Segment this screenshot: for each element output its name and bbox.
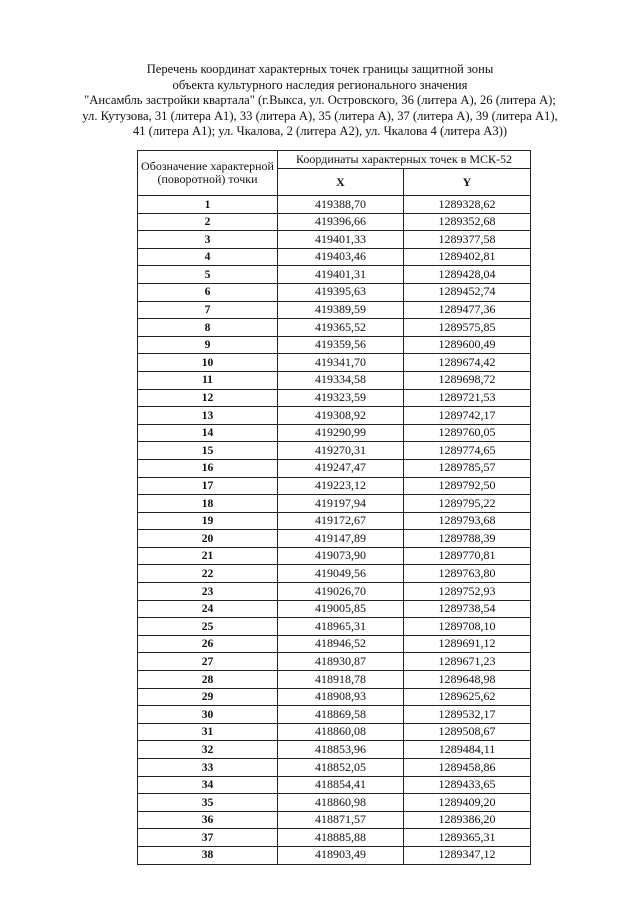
y-coordinate-cell: 1289484,11 xyxy=(404,741,531,759)
table-row xyxy=(138,600,531,618)
table-row xyxy=(138,336,531,354)
table-row xyxy=(138,231,531,249)
table-row xyxy=(138,794,531,812)
point-number-cell: 7 xyxy=(138,301,278,319)
table-row xyxy=(138,776,531,794)
x-coordinate-cell: 419323,59 xyxy=(278,389,404,407)
table-row xyxy=(138,706,531,724)
y-coordinate-cell: 1289625,62 xyxy=(404,688,531,706)
y-coordinate-cell: 1289532,17 xyxy=(404,706,531,724)
table-row xyxy=(138,301,531,319)
y-coordinate-cell: 1289458,86 xyxy=(404,759,531,777)
y-coordinate-cell: 1289402,81 xyxy=(404,248,531,266)
point-number-cell: 37 xyxy=(138,829,278,847)
y-coordinate-cell: 1289698,72 xyxy=(404,371,531,389)
y-coordinate-cell: 1289763,80 xyxy=(404,565,531,583)
table-row xyxy=(138,688,531,706)
x-coordinate-cell: 418853,96 xyxy=(278,741,404,759)
point-column-header: Обозначение характерной (поворотной) точки xyxy=(138,151,278,196)
x-coordinate-cell: 419334,58 xyxy=(278,371,404,389)
point-number-cell: 14 xyxy=(138,424,278,442)
x-coordinate-cell: 418908,93 xyxy=(278,688,404,706)
point-number-cell: 9 xyxy=(138,336,278,354)
title-line: объекта культурного наследия регионального значения xyxy=(172,77,468,92)
coordinates-group-header: Координаты характерных точек в МСК-52 xyxy=(278,151,531,169)
y-coordinate-cell: 1289760,05 xyxy=(404,424,531,442)
y-coordinate-cell: 1289428,04 xyxy=(404,266,531,284)
x-coordinate-cell: 419365,52 xyxy=(278,319,404,337)
table-row xyxy=(138,459,531,477)
y-coordinate-cell: 1289793,68 xyxy=(404,512,531,530)
table-row xyxy=(138,354,531,372)
x-coordinate-cell: 419401,31 xyxy=(278,266,404,284)
table-row xyxy=(138,565,531,583)
point-number-cell: 30 xyxy=(138,706,278,724)
point-number-cell: 10 xyxy=(138,354,278,372)
table-row xyxy=(138,741,531,759)
title-line: ул. Кутузова, 31 (литера А1), 33 (литера А), 35 (литера А), 37 (литера А), 39 (литера А1), xyxy=(82,108,558,123)
point-number-cell: 32 xyxy=(138,741,278,759)
x-coordinate-cell: 418871,57 xyxy=(278,811,404,829)
x-coordinate-cell: 419401,33 xyxy=(278,231,404,249)
x-coordinate-cell: 419388,70 xyxy=(278,196,404,214)
point-number-cell: 21 xyxy=(138,547,278,565)
y-coordinate-cell: 1289409,20 xyxy=(404,794,531,812)
coordinates-table xyxy=(137,150,531,865)
table-row xyxy=(138,319,531,337)
x-coordinate-cell: 419147,89 xyxy=(278,530,404,548)
y-coordinate-cell: 1289738,54 xyxy=(404,600,531,618)
x-coordinate-cell: 419290,99 xyxy=(278,424,404,442)
point-number-cell: 2 xyxy=(138,213,278,231)
point-number-cell: 22 xyxy=(138,565,278,583)
x-coordinate-cell: 418930,87 xyxy=(278,653,404,671)
point-number-cell: 5 xyxy=(138,266,278,284)
point-number-cell: 3 xyxy=(138,231,278,249)
point-number-cell: 11 xyxy=(138,371,278,389)
x-coordinate-cell: 418885,88 xyxy=(278,829,404,847)
point-number-cell: 33 xyxy=(138,759,278,777)
y-coordinate-cell: 1289575,85 xyxy=(404,319,531,337)
x-coordinate-cell: 418965,31 xyxy=(278,618,404,636)
x-coordinate-cell: 418869,58 xyxy=(278,706,404,724)
x-coordinate-cell: 419389,59 xyxy=(278,301,404,319)
point-number-cell: 13 xyxy=(138,407,278,425)
x-coordinate-cell: 418860,08 xyxy=(278,723,404,741)
y-coordinate-cell: 1289377,58 xyxy=(404,231,531,249)
table-row xyxy=(138,635,531,653)
table-row xyxy=(138,424,531,442)
y-coordinate-cell: 1289600,49 xyxy=(404,336,531,354)
y-coordinate-cell: 1289452,74 xyxy=(404,283,531,301)
point-number-cell: 4 xyxy=(138,248,278,266)
x-coordinate-cell: 419308,92 xyxy=(278,407,404,425)
point-number-cell: 28 xyxy=(138,671,278,689)
y-coordinate-cell: 1289691,12 xyxy=(404,635,531,653)
x-coordinate-cell: 419073,90 xyxy=(278,547,404,565)
x-coordinate-cell: 419223,12 xyxy=(278,477,404,495)
point-number-cell: 18 xyxy=(138,495,278,513)
y-coordinate-cell: 1289674,42 xyxy=(404,354,531,372)
y-coordinate-cell: 1289792,50 xyxy=(404,477,531,495)
point-number-cell: 16 xyxy=(138,459,278,477)
point-number-cell: 34 xyxy=(138,776,278,794)
table-row xyxy=(138,371,531,389)
y-coordinate-cell: 1289774,65 xyxy=(404,442,531,460)
x-column-header: X xyxy=(278,169,404,196)
y-coordinate-cell: 1289477,36 xyxy=(404,301,531,319)
table-row xyxy=(138,442,531,460)
document-title xyxy=(60,62,580,140)
y-coordinate-cell: 1289785,57 xyxy=(404,459,531,477)
y-coordinate-cell: 1289365,31 xyxy=(404,829,531,847)
table-row xyxy=(138,530,531,548)
x-coordinate-cell: 419005,85 xyxy=(278,600,404,618)
y-coordinate-cell: 1289742,17 xyxy=(404,407,531,425)
point-number-cell: 15 xyxy=(138,442,278,460)
point-number-cell: 38 xyxy=(138,846,278,864)
point-number-cell: 27 xyxy=(138,653,278,671)
table-body xyxy=(138,196,531,865)
y-coordinate-cell: 1289788,39 xyxy=(404,530,531,548)
x-coordinate-cell: 419172,67 xyxy=(278,512,404,530)
table-row xyxy=(138,283,531,301)
table-row xyxy=(138,618,531,636)
table-row xyxy=(138,477,531,495)
point-number-cell: 6 xyxy=(138,283,278,301)
table-row xyxy=(138,266,531,284)
point-number-cell: 25 xyxy=(138,618,278,636)
y-coordinate-cell: 1289752,93 xyxy=(404,583,531,601)
table-row xyxy=(138,213,531,231)
table-row xyxy=(138,811,531,829)
table-row xyxy=(138,671,531,689)
x-coordinate-cell: 419270,31 xyxy=(278,442,404,460)
title-line: Перечень координат характерных точек границы защитной зоны xyxy=(146,62,494,76)
table-row xyxy=(138,389,531,407)
point-number-cell: 24 xyxy=(138,600,278,618)
point-number-cell: 36 xyxy=(138,811,278,829)
table-row xyxy=(138,547,531,565)
x-coordinate-cell: 418860,98 xyxy=(278,794,404,812)
y-coordinate-cell: 1289352,68 xyxy=(404,213,531,231)
x-coordinate-cell: 418903,49 xyxy=(278,846,404,864)
y-coordinate-cell: 1289386,20 xyxy=(404,811,531,829)
point-number-cell: 26 xyxy=(138,635,278,653)
y-coordinate-cell: 1289770,81 xyxy=(404,547,531,565)
y-coordinate-cell: 1289328,62 xyxy=(404,196,531,214)
x-coordinate-cell: 418852,05 xyxy=(278,759,404,777)
x-coordinate-cell: 419403,46 xyxy=(278,248,404,266)
x-coordinate-cell: 419197,94 xyxy=(278,495,404,513)
table-row xyxy=(138,829,531,847)
point-number-cell: 35 xyxy=(138,794,278,812)
table-row xyxy=(138,583,531,601)
table-row xyxy=(138,495,531,513)
title-line: 41 (литера А1); ул. Чкалова, 2 (литера А2), ул. Чкалова 4 (литера А3)) xyxy=(132,124,508,138)
point-number-cell: 12 xyxy=(138,389,278,407)
title-line: "Ансамбль застройки квартала" (г.Выкса, ул. Островского, 36 (литера А), 26 (литера А); xyxy=(84,93,556,107)
x-coordinate-cell: 419395,63 xyxy=(278,283,404,301)
point-number-cell: 31 xyxy=(138,723,278,741)
x-coordinate-cell: 419026,70 xyxy=(278,583,404,601)
y-coordinate-cell: 1289433,65 xyxy=(404,776,531,794)
table-row xyxy=(138,407,531,425)
table-row xyxy=(138,759,531,777)
table-row xyxy=(138,846,531,864)
x-coordinate-cell: 418946,52 xyxy=(278,635,404,653)
x-coordinate-cell: 419396,66 xyxy=(278,213,404,231)
table-row xyxy=(138,512,531,530)
y-coordinate-cell: 1289721,53 xyxy=(404,389,531,407)
point-number-cell: 23 xyxy=(138,583,278,601)
x-coordinate-cell: 418854,41 xyxy=(278,776,404,794)
y-coordinate-cell: 1289508,67 xyxy=(404,723,531,741)
y-column-header: Y xyxy=(404,169,531,196)
table-row xyxy=(138,723,531,741)
x-coordinate-cell: 419341,70 xyxy=(278,354,404,372)
point-number-cell: 17 xyxy=(138,477,278,495)
y-coordinate-cell: 1289795,22 xyxy=(404,495,531,513)
x-coordinate-cell: 419247,47 xyxy=(278,459,404,477)
table-row xyxy=(138,196,531,214)
point-number-cell: 19 xyxy=(138,512,278,530)
x-coordinate-cell: 419359,56 xyxy=(278,336,404,354)
point-number-cell: 1 xyxy=(138,196,278,214)
point-number-cell: 8 xyxy=(138,319,278,337)
point-number-cell: 29 xyxy=(138,688,278,706)
point-number-cell: 20 xyxy=(138,530,278,548)
x-coordinate-cell: 419049,56 xyxy=(278,565,404,583)
y-coordinate-cell: 1289347,12 xyxy=(404,846,531,864)
y-coordinate-cell: 1289708,10 xyxy=(404,618,531,636)
y-coordinate-cell: 1289671,23 xyxy=(404,653,531,671)
table-row xyxy=(138,248,531,266)
table-row xyxy=(138,653,531,671)
y-coordinate-cell: 1289648,98 xyxy=(404,671,531,689)
x-coordinate-cell: 418918,78 xyxy=(278,671,404,689)
